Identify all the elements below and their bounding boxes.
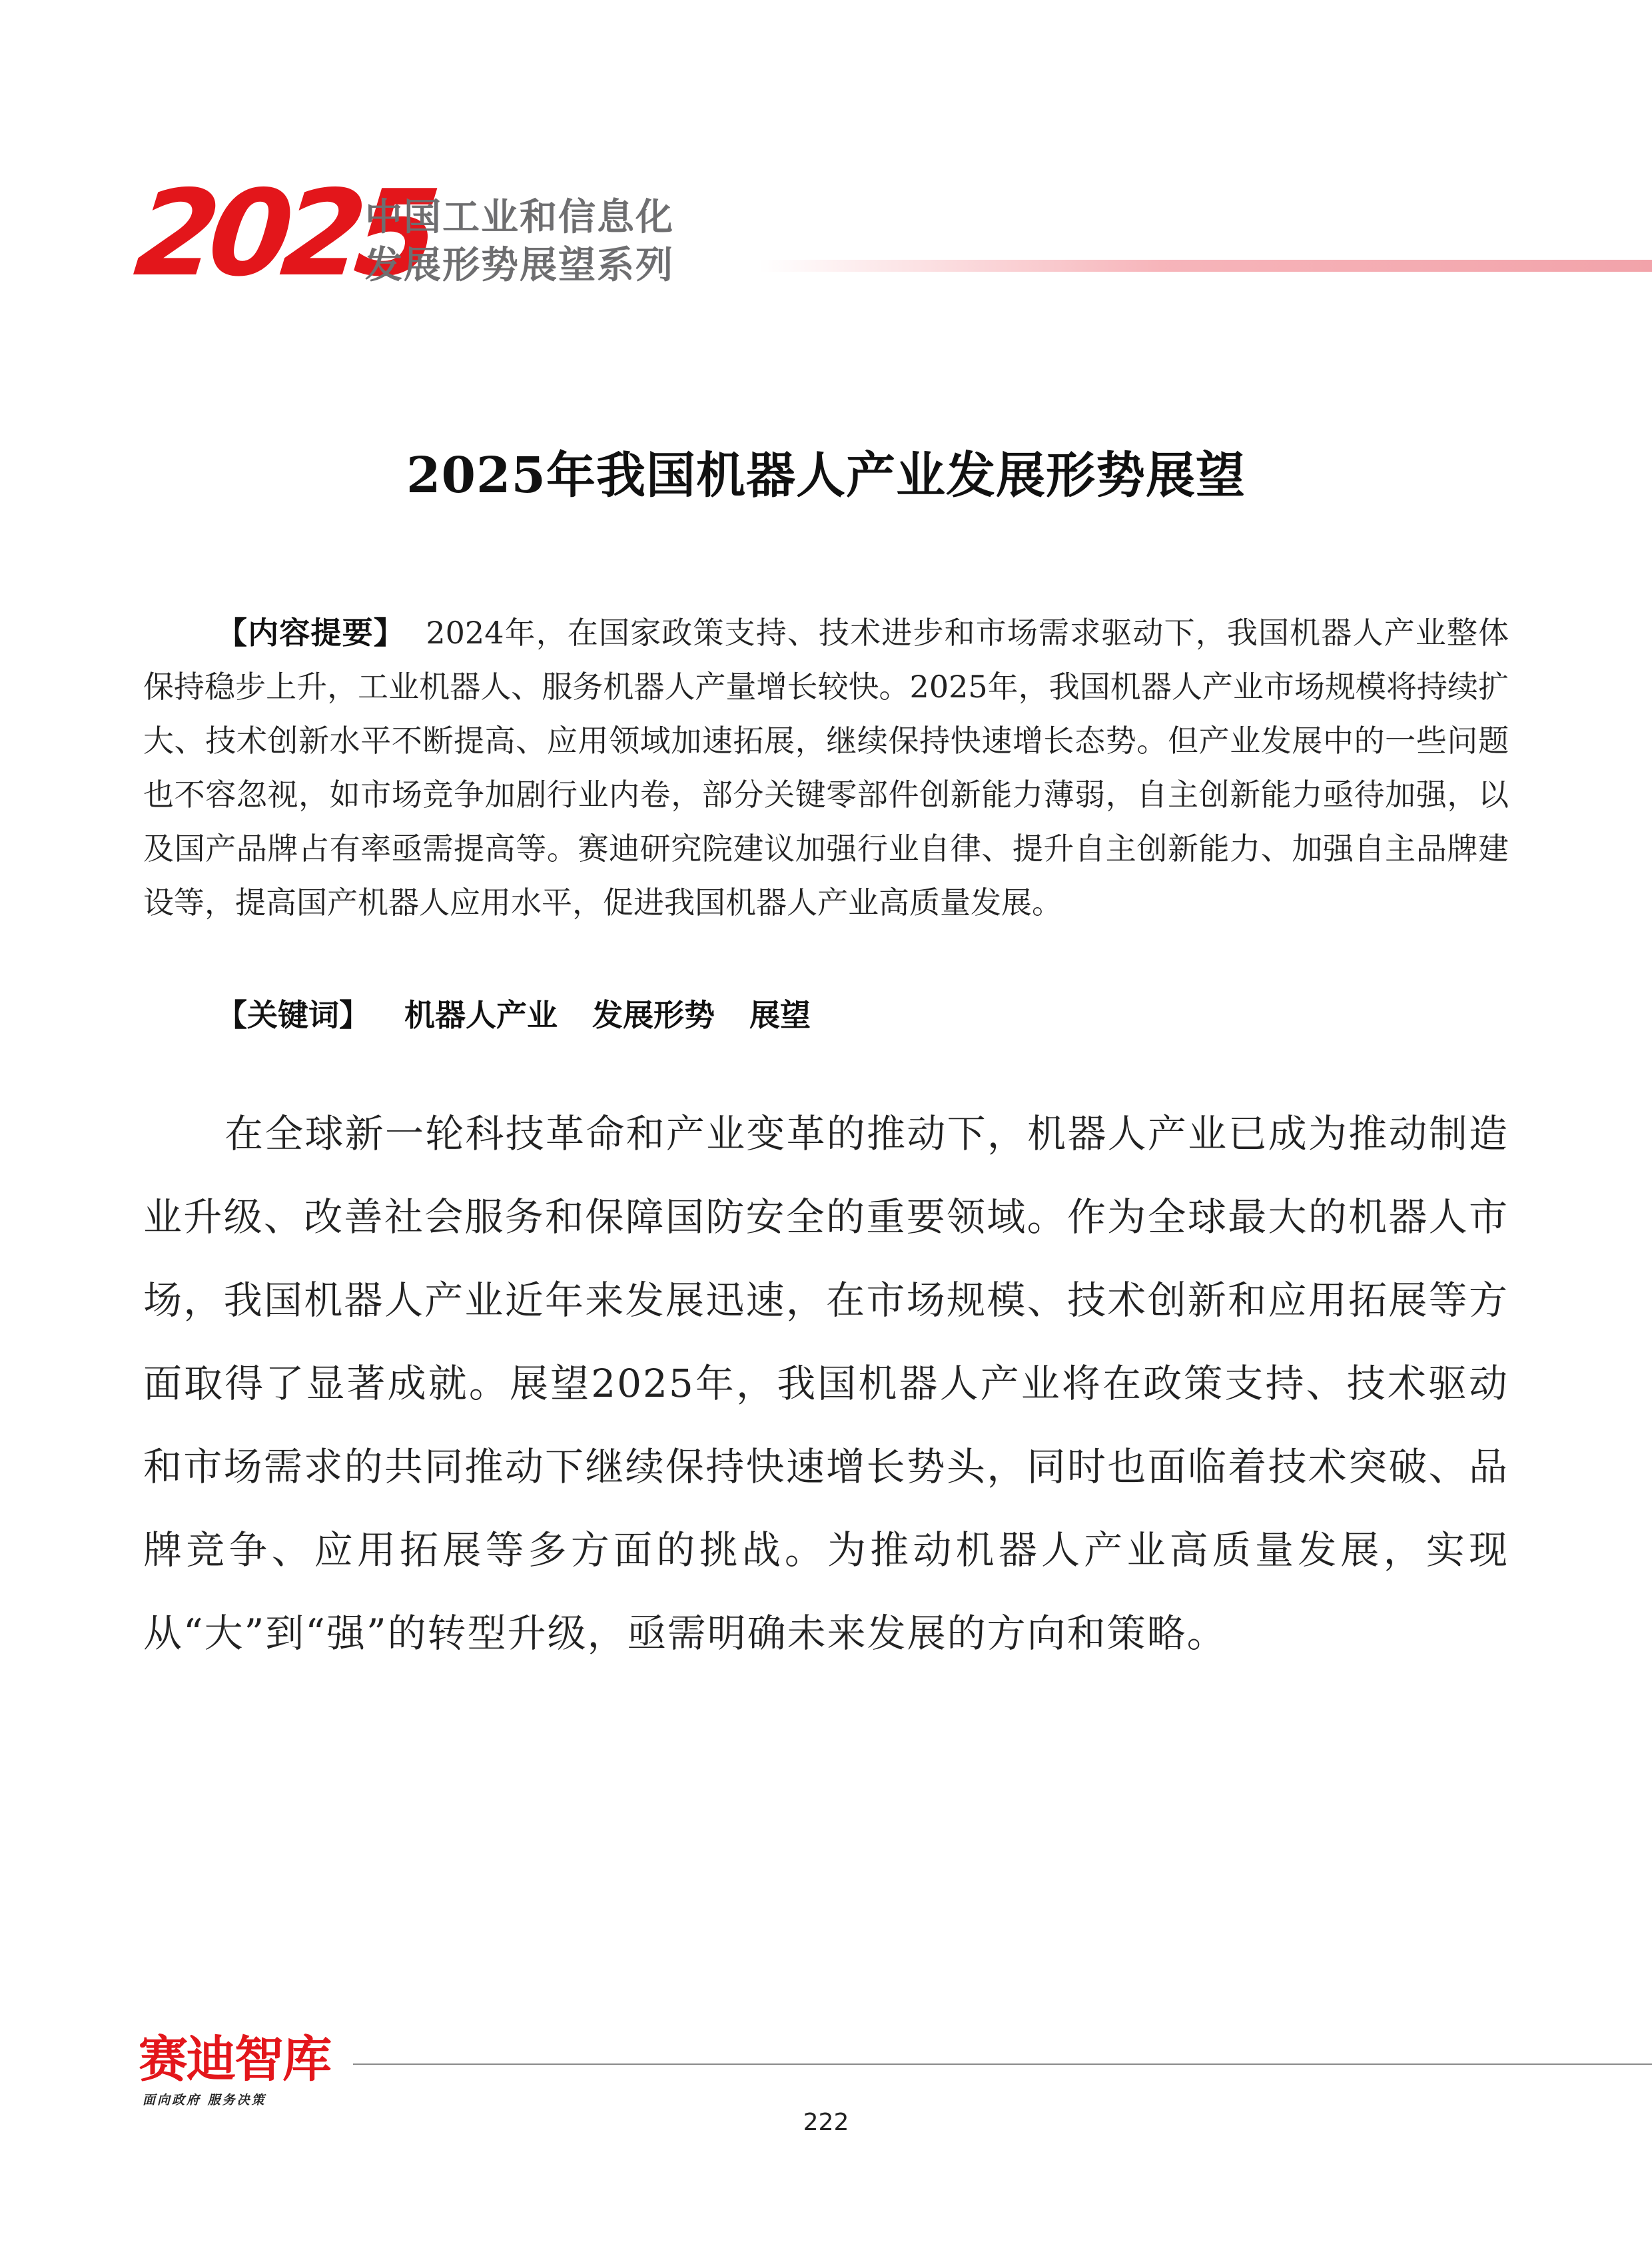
abstract-paragraph — [143, 606, 1509, 930]
header-gradient-bar — [759, 260, 1652, 272]
page-number: 222 — [803, 2109, 849, 2136]
series-title-line2: 发展形势展望系列 — [365, 244, 674, 287]
abstract-label: 【内容提要】 — [216, 615, 405, 651]
footer-slogan: 面向政府 服务决策 — [143, 2093, 266, 2107]
keywords-line — [216, 991, 811, 1035]
keywords-label: 【关键词】 — [216, 997, 370, 1033]
abstract-text: 2024年，在国家政策支持、技术进步和市场需求驱动下，我国机器人产业整体保持稳步上升，工业机器人、服务机器人产量增长较快。2025年，我国机器人产业市场规模将持续扩大、技术创新水平不断提高、应用领域加速拓展，继续保持快速增长态势。但产业发展中的一些问题也不容忽视，如市场竞争加剧行业内卷，部分关键零部件创新能力薄弱，自主创新能力亟待加强，以及国产品牌占有率亟需提高等。赛迪研究院建议加强行业自律、提升自主创新能力、加强自主品牌建设等，提高国产机器人应用水平，促进我国机器人产业高质量发展。 — [143, 615, 1509, 921]
footer-logo: 赛迪智库 — [139, 2031, 330, 2088]
page-header — [0, 0, 1652, 306]
keyword-item: 发展形势 — [592, 997, 715, 1033]
keyword-item: 展望 — [749, 997, 811, 1033]
series-title-line1: 中国工业和信息化 — [365, 196, 674, 239]
article-title: 2025年我国机器人产业发展形势展望 — [406, 447, 1246, 504]
footer-divider — [353, 2063, 1652, 2065]
year-logo: 2025 — [129, 165, 437, 302]
keyword-item: 机器人产业 — [404, 997, 558, 1033]
body-paragraph: 在全球新一轮科技革命和产业变革的推动下，机器人产业已成为推动制造业升级、改善社会服务和保障国防安全的重要领域。作为全球最大的机器人市场，我国机器人产业近年来发展迅速，在市场规模、技术创新和应用拓展等方面取得了显著成就。展望2025年，我国机器人产业将在政策支持、技术驱动和市场需求的共同推动下继续保持快速增长势头，同时也面临着技术突破、品牌竞争、应用拓展等多方面的挑战。为推动机器人产业高质量发展，实现从“大”到“强”的转型升级，亟需明确未来发展的方向和策略。 — [143, 1111, 1509, 1656]
